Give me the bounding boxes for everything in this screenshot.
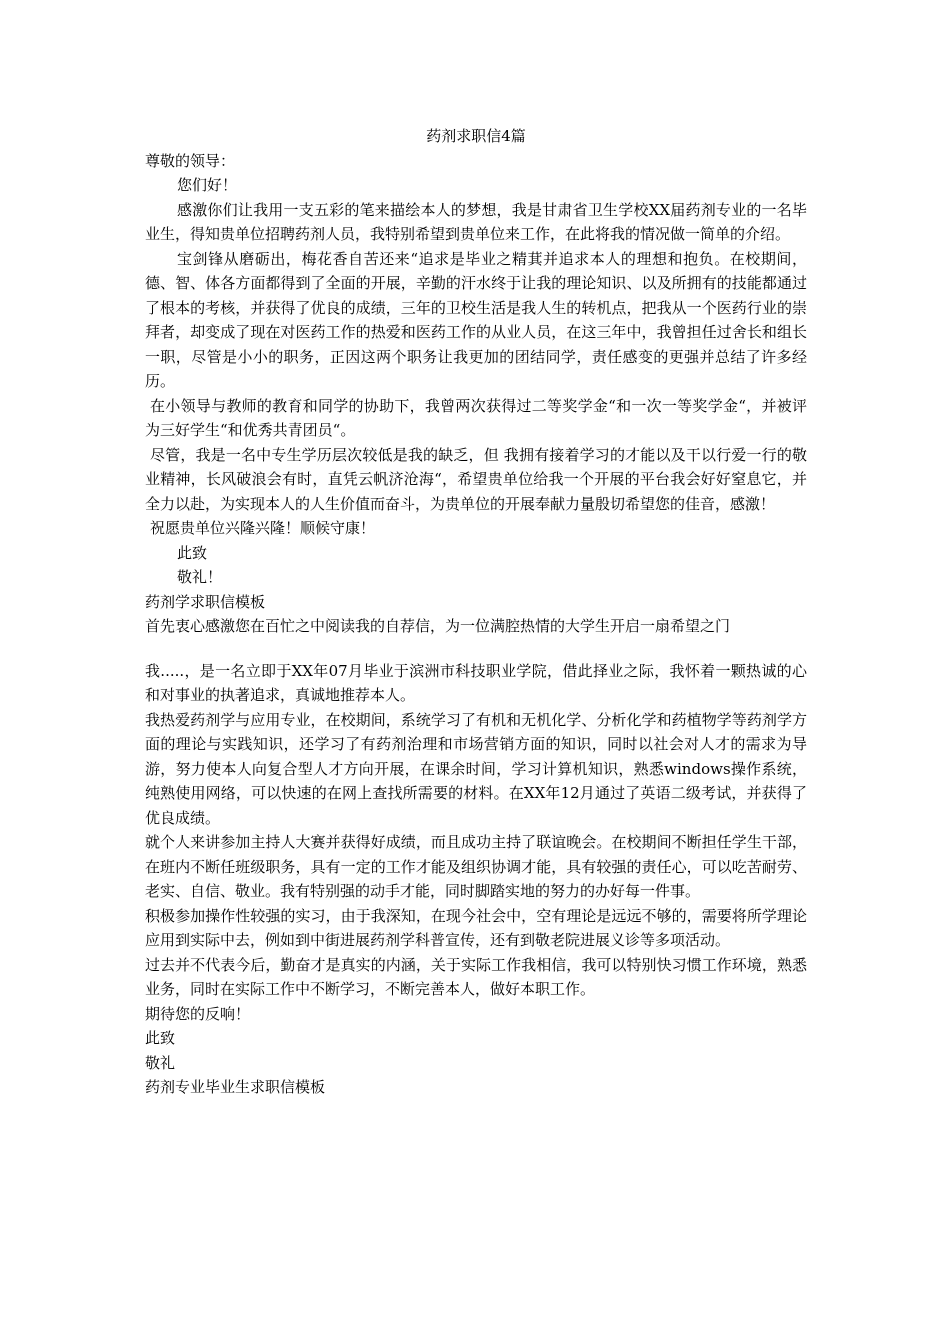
letter2-closing-1: 此致 xyxy=(145,1029,176,1047)
letter2-paragraph-4: 就个人来讲参加主持人大赛并获得好成绩，而且成功主持了联谊晚会。在校期间不断担任学生干部，在班内不断任班级职务，具有一定的工作才能及组织协调才能，具有较强的责任心，可以吃苦耐劳、老实、自信、敬业。我有特别强的动手才能，同时脚踏实地的努力的办好每一件事。 xyxy=(145,833,807,900)
letter1-closing-2: 敬礼！ xyxy=(177,568,223,586)
paragraph-gap xyxy=(145,639,807,659)
letter2-heading: 药剂学求职信模板 xyxy=(145,592,266,611)
letter2-paragraph-2: 我.....，是一名立即于XX年07月毕业于滨洲市科技职业学院，借此择业之际，我怀着一颗热诚的心和对事业的执著追求，真诚地推荐本人。 xyxy=(145,661,807,704)
letter3-heading: 药剂专业毕业生求职信模板 xyxy=(145,1078,326,1096)
letter1-paragraph-2: 宝剑锋从磨砺出，梅花香自苦还来“追求是毕业之精萁并追求本人的理想和抱负。在校期间，德、智、体各方面都得到了全面的开展，辛勤的汗水终于让我的理论知识、以及所拥有的技能都通过了根本的考核，并获得了优良的成绩，三年的卫校生活是我人生的转机点，把我从一个医药行业的崇拜者，却变成了现在对医药工作的热爱和医药工作的从业人员，在这三年中，我曾担任过舍长和组长一职，尽管是小小的职务，正因这两个职务让我更加的团结同学，责任感变的更强并总结了许多经历。 xyxy=(145,249,807,390)
greeting: 您们好！ xyxy=(177,176,238,194)
letter2-paragraph-6: 过去并不代表今后，勤奋才是真实的内涵，关于实际工作我相信，我可以特别快习惯工作环境，熟悉业务，同时在实际工作中不断学习，不断完善本人，做好本职工作。 xyxy=(145,955,807,998)
document-page xyxy=(145,124,807,1100)
letter1-paragraph-3: 在小领导与教师的教育和同学的协助下，我曾两次获得过二等奖学金“和一次一等奖学金“，并被评为三好学生“和优秀共青团员“。 xyxy=(145,396,807,439)
letter2-paragraph-7: 期待您的反响！ xyxy=(145,1004,251,1023)
letter2-paragraph-1: 首先衷心感激您在百忙之中阅读我的自荐信，为一位满腔热情的大学生开启一扇希望之门 xyxy=(145,617,731,635)
salutation: 尊敬的领导： xyxy=(145,151,236,170)
letter1-paragraph-4: 尽管，我是一名中专生学历层次较低是我的缺乏，但 我拥有接着学习的才能以及干以行爱一行的敬业精神，长风破浪会有时，直凭云帆济沧海“，希望贵单位给我一个开展的平台我会好好窒息它，并全力以赴，为实现本人的人生价值而奋斗，为贵单位的开展奉献力量殷切希望您的佳音，感激！ xyxy=(145,445,807,513)
letter1-paragraph-5: 祝愿贵单位兴隆兴隆！顺候守康！ xyxy=(150,519,376,537)
letter2-paragraph-5: 积极参加操作性较强的实习，由于我深知，在现今社会中，空有理论是远远不够的，需要将所学理论应用到实际中去，例如到中街进展药剂学科普宣传，还有到敬老院进展义诊等多项活动。 xyxy=(145,906,807,949)
letter2-paragraph-3: 我热爱药剂学与应用专业，在校期间，系统学习了有机和无机化学、分析化学和药植物学等药剂学方面的理论与实践知识，还学习了有药剂治理和市场营销方面的知识，同时以社会对人才的需求为导游，努力使本人向复合型人才方向开展，在课余时间，学习计算机知识，熟悉windows操作系统，纯熟使用网络，可以快速的在网上查找所需要的材料。在XX年12月通过了英语二级考试，并获得了优良成绩。 xyxy=(145,710,807,827)
letter1-paragraph-1: 感激你们让我用一支五彩的笔来描绘本人的梦想，我是甘肃省卫生学校XX届药剂专业的一名毕业生，得知贵单位招聘药剂人员，我特别希望到贵单位来工作，在此将我的情况做一简单的介绍。 xyxy=(145,200,807,243)
letter2-closing-2: 敬礼 xyxy=(145,1053,176,1072)
document-title: 药剂求职信4篇 xyxy=(426,127,526,145)
letter1-closing-1: 此致 xyxy=(177,543,208,562)
